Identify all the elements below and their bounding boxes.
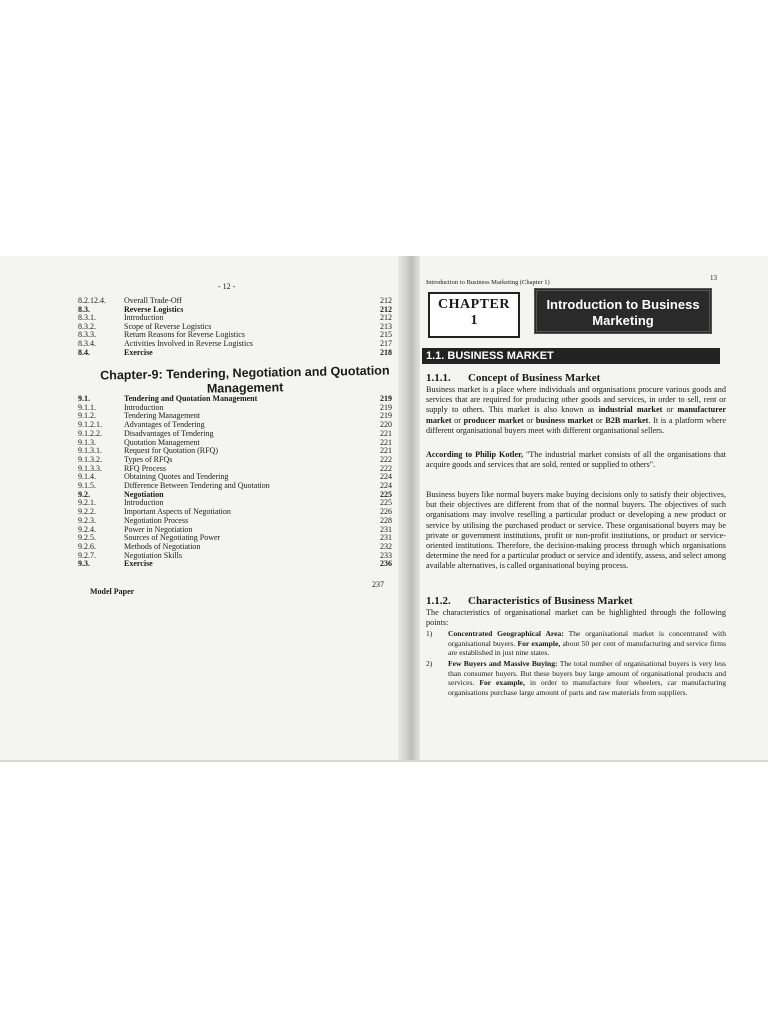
- toc-entry-number: 8.2.12.4.: [78, 296, 106, 305]
- point-concentrated-area: [426, 629, 726, 658]
- toc-entry-title: Quotation Management: [124, 437, 200, 447]
- chapter-number: 1: [470, 313, 478, 328]
- toc-entry-number: 9.1.4.: [78, 472, 96, 482]
- toc-entry-page: 213: [380, 321, 392, 331]
- toc-entry-title: Tendering and Quotation Management: [124, 394, 258, 403]
- toc-entry-page: 217: [380, 339, 392, 348]
- point-2-number: 2): [426, 659, 433, 668]
- right-page-number: 13: [710, 274, 717, 282]
- toc-entry-title: Reverse Logistics: [124, 304, 184, 314]
- toc-entry-number: 9.1.3.: [78, 437, 96, 447]
- heading-concept-number: 1.1.1.: [426, 372, 451, 384]
- toc-entry-number: 9.1.5.: [78, 481, 96, 490]
- toc-entry-page: 220: [380, 420, 392, 430]
- toc-entry-page: 212: [380, 304, 392, 314]
- toc-entry-page: 215: [380, 330, 392, 340]
- point-1-number: 1): [426, 629, 433, 638]
- right-page: [420, 268, 730, 748]
- toc-entry-number: 9.3.: [78, 559, 90, 569]
- toc-entry-title: Obtaining Quotes and Tendering: [124, 472, 229, 482]
- toc-entry-title: Exercise: [124, 559, 153, 569]
- toc-entry-title: Types of RFQs: [124, 454, 173, 464]
- toc-entry-title: Negotiation Process: [124, 515, 189, 525]
- model-paper-page: 237: [372, 580, 384, 589]
- toc-entry-page: 222: [380, 463, 392, 473]
- toc-entry-page: 236: [380, 559, 392, 569]
- toc-entry-number: 9.1.2.: [78, 411, 96, 421]
- toc-entry-page: 221: [380, 428, 392, 438]
- toc-entry-number: 8.4.: [78, 347, 90, 357]
- toc-entry-number: 9.2.5.: [78, 533, 96, 543]
- paragraph-definition: Business market is a place where individuals and organisations procure various goods and services that are required for producing other goods and services, in order to sell, rent or supply to others. This market is also known as industrial market or manufacturer market or producer market or business market or B2B market. It is a platform where different organisational buyers meet with different organisational sellers.: [426, 385, 727, 435]
- toc-entry-page: 226: [380, 507, 392, 517]
- chapter-word: CHAPTER: [438, 297, 510, 312]
- toc-entry-title: Introduction: [124, 313, 164, 323]
- toc-entry-number: 9.2.1.: [78, 498, 96, 508]
- chapter-box: [428, 292, 520, 338]
- toc-entry-page: 219: [380, 402, 392, 412]
- toc-entry-number: 8.3.1.: [78, 313, 96, 323]
- toc-entry-number: 8.3.3.: [78, 330, 96, 340]
- toc-entry-number: 9.1.: [78, 394, 90, 403]
- toc-entry-page: 212: [380, 313, 392, 323]
- running-head: Introduction to Business Marketing (Chapter 1): [426, 279, 550, 286]
- toc-entry-number: 8.3.4.: [78, 339, 96, 348]
- toc-entry-page: 219: [380, 394, 392, 403]
- toc-entry-title: Request for Quotation (RFQ): [124, 446, 218, 456]
- toc-entry-number: 9.1.1.: [78, 402, 96, 412]
- scan-edge: [0, 760, 768, 762]
- toc-entry-number: 9.2.2.: [78, 507, 96, 517]
- toc-entry-number: 9.2.4.: [78, 524, 96, 534]
- toc-entry-page: 228: [380, 515, 392, 525]
- toc-entry-page: 218: [380, 347, 392, 357]
- toc-entry-title: Power in Negotiation: [124, 524, 193, 534]
- toc-entry-number: 9.1.3.1.: [78, 446, 102, 456]
- chapter-9-heading: Chapter-9: Tendering, Negotiation and Quotation Management: [100, 363, 390, 396]
- heading-characteristics: [426, 595, 633, 607]
- toc-entry-number: 9.2.6.: [78, 541, 96, 551]
- toc-entry-title: Exercise: [124, 347, 153, 357]
- toc-entry-page: 224: [380, 481, 392, 490]
- toc-entry-number: 9.2.: [78, 489, 90, 499]
- point-2-text: The total number of organisational buyers is very less than consumer buyers. But these buyers buy large amount of organisational products and services. For example, in order to manufacture four wheelers, car manufacturing organisations purchase large amount of parts and raw materials from suppliers.: [448, 659, 726, 697]
- model-paper-label: Model Paper: [90, 587, 135, 596]
- paragraph-business-buyers: Business buyers like normal buyers make buying decisions only to satisfy their objectives, but their objectives are different from that of the normal buyers. The objectives of such organisations may involve reselling a particular product or developing a new product or service by utilising the purchased product or service. These organisational buyers may be private or government institutions, profit or non-profit institutions, or product or service-oriented institutions. Therefore, the decision-making process through which organisations determine the need for a particular product or service and identify, assess, and select among available alternatives, is called organisational buying process.: [426, 490, 727, 571]
- toc-entry-number: 8.3.2.: [78, 321, 96, 331]
- heading-characteristics-text: Characteristics of Business Market: [468, 595, 633, 607]
- toc-entry-title: Overall Trade-Off: [124, 296, 182, 305]
- toc-entry-title: Negotiation: [124, 489, 164, 499]
- toc-entry-title: Scope of Reverse Logistics: [124, 321, 212, 331]
- toc-entry-title: Tendering Management: [124, 411, 201, 421]
- toc-entry-title: Sources of Negotiating Power: [124, 533, 221, 543]
- toc-entry-title: Important Aspects of Negotiation: [124, 507, 231, 517]
- toc-entry-number: 9.1.3.3.: [78, 463, 102, 473]
- model-paper-page-row: [70, 580, 386, 590]
- toc-entry-page: 232: [380, 541, 392, 551]
- section-heading-bar: 1.1. BUSINESS MARKET: [422, 348, 720, 364]
- toc-entry-title: Introduction: [124, 498, 164, 508]
- toc-entry-page: 231: [380, 524, 392, 534]
- paragraph-kotler-quote: According to Philip Kotler, "The industrial market consists of all the organisations that acquire goods and services that are sold, rented or supplied to others".: [426, 450, 726, 470]
- toc-entry-title: Return Reasons for Reverse Logistics: [124, 330, 245, 340]
- toc-entry-page: 212: [380, 296, 392, 305]
- toc-entry-title: Disadvantages of Tendering: [124, 428, 214, 438]
- chapter-title: Introduction to Business Marketing: [534, 288, 712, 334]
- toc-entry-page: 225: [380, 489, 392, 499]
- toc-entry-page: 222: [380, 454, 392, 464]
- point-few-buyers: [426, 659, 726, 697]
- heading-concept-text: Concept of Business Market: [468, 372, 601, 384]
- point-2-lead: Few Buyers and Massive Buying:: [448, 659, 558, 668]
- toc-entry-title: Methods of Negotiation: [124, 541, 201, 551]
- book-gutter: [398, 256, 420, 762]
- toc-entry-title: RFQ Process: [124, 463, 167, 473]
- toc-entry-number: 9.2.3.: [78, 515, 96, 525]
- toc-entry-title: Advantages of Tendering: [124, 420, 205, 430]
- point-1-text: The organisational market is concentrated with organisational buyers. For example, about 50 per cent of manufacturing and service firms are established in just nine states.: [448, 629, 727, 658]
- point-1-lead: Concentrated Geographical Area:: [448, 629, 564, 638]
- toc-entry-number: 8.3.: [78, 304, 90, 314]
- toc-entry-number: 9.1.2.1.: [78, 420, 102, 430]
- toc-entry-page: 233: [380, 550, 392, 560]
- heading-characteristics-number: 1.1.2.: [426, 595, 451, 607]
- toc-entry-title: Introduction: [124, 402, 164, 412]
- toc-entry-number: 9.1.2.2.: [78, 428, 102, 438]
- left-page-number: - 12 -: [218, 282, 236, 291]
- toc-entry-title: Negotiation Skills: [124, 550, 182, 560]
- heading-concept: [426, 372, 600, 384]
- left-page-contents: [70, 280, 390, 610]
- toc-entry-page: 221: [380, 446, 392, 456]
- toc-entry-page: 224: [380, 472, 392, 482]
- toc-entry-page: 219: [380, 411, 392, 421]
- toc-entry-title: Activities Involved in Reverse Logistics: [124, 339, 253, 348]
- toc-entry-page: 231: [380, 533, 392, 543]
- toc-entry-number: 9.2.7.: [78, 550, 96, 560]
- toc-entry-page: 225: [380, 498, 392, 508]
- toc-entry-page: 221: [380, 437, 392, 447]
- toc-entry-title: Difference Between Tendering and Quotation: [124, 481, 270, 490]
- toc-entry-number: 9.1.3.2.: [78, 454, 102, 464]
- paragraph-characteristics-intro: The characteristics of organisational market can be highlighted through the following points:: [426, 608, 726, 628]
